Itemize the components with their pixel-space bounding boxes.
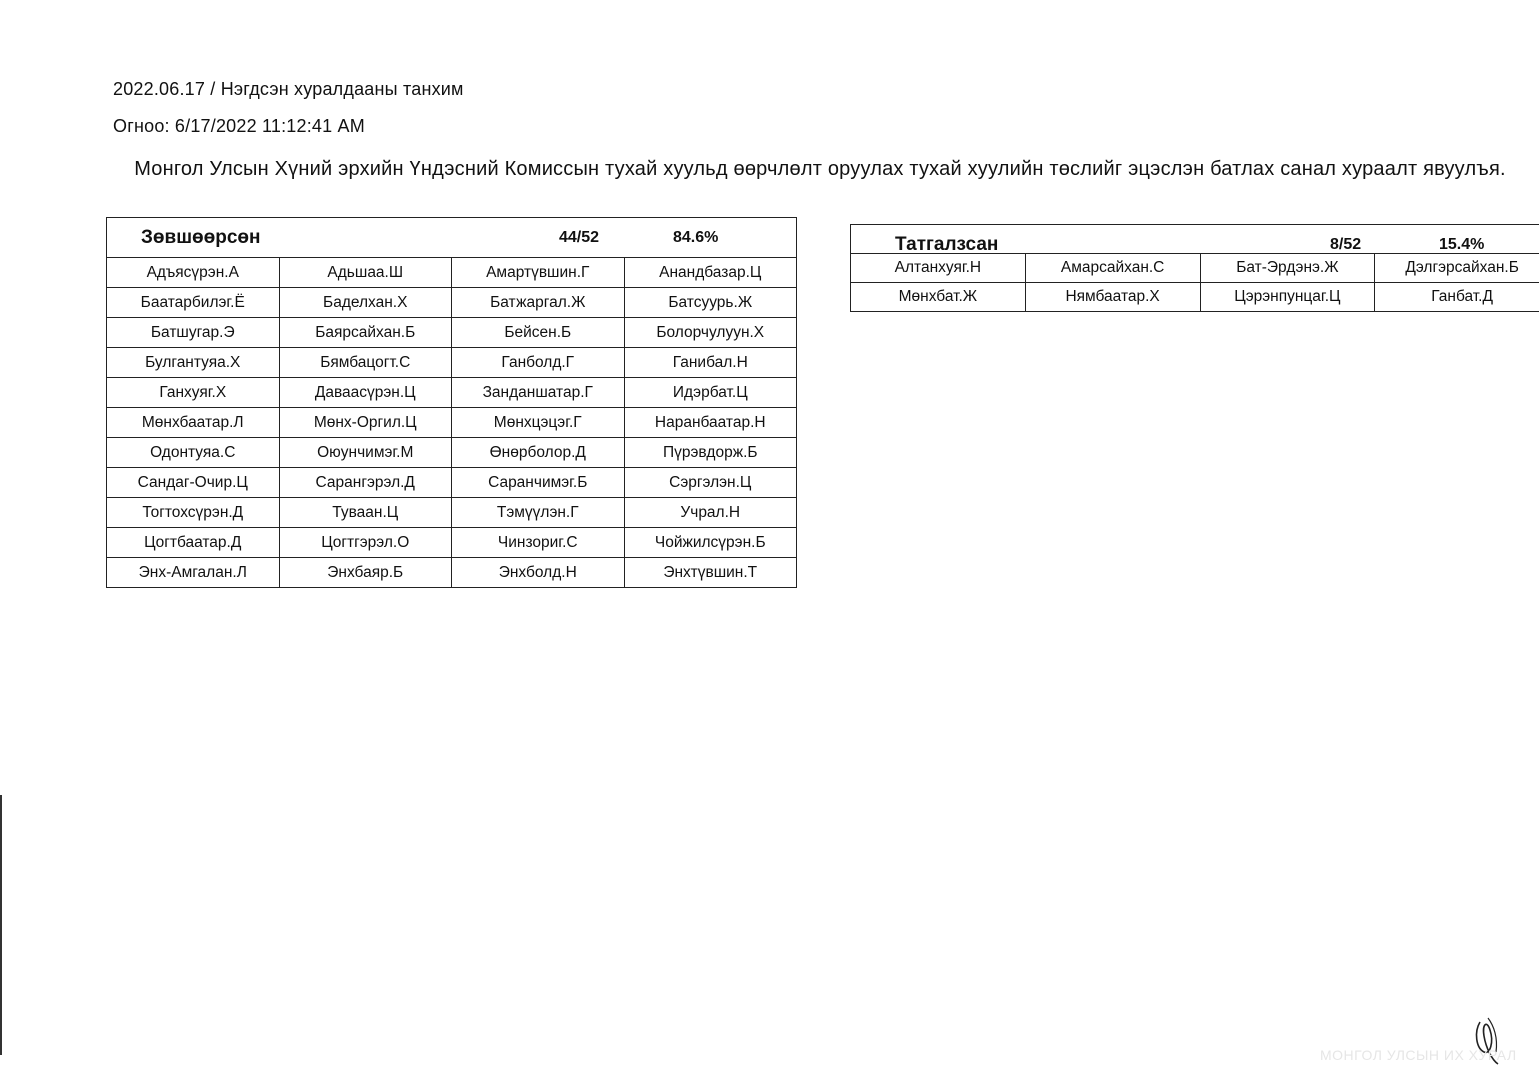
member-name-cell: Мөнхбаатар.Л [107,408,280,438]
table-row [107,438,797,468]
member-name-cell: Ганболд.Г [452,348,625,378]
member-name-cell: Сэргэлэн.Ц [624,468,797,498]
member-name-cell: Сандаг-Очир.Ц [107,468,280,498]
member-name-cell: Мөнхбат.Ж [851,283,1026,312]
member-name-cell: Чинзориг.С [452,528,625,558]
member-name-cell: Анандбазар.Ц [624,258,797,288]
scan-edge-mark [0,795,2,1055]
member-name-cell: Амартүвшин.Г [452,258,625,288]
member-name-cell: Энхтүвшин.Т [624,558,797,588]
member-name-cell: Адьшаа.Ш [279,258,452,288]
member-name-cell: Энх-Амгалан.Л [107,558,280,588]
member-name-cell: Тогтохсүрэн.Д [107,498,280,528]
member-name-cell: Бямбацогт.С [279,348,452,378]
table-row [107,558,797,588]
member-name-cell: Даваасүрэн.Ц [279,378,452,408]
member-name-cell: Ганхуяг.Х [107,378,280,408]
vote-datetime: Огноо: 6/17/2022 11:12:41 AM [113,116,365,136]
table-row [851,254,1539,283]
motion-title: Монгол Улсын Хүний эрхийн Үндэсний Комиссын тухай хуульд өөрчлөлт оруулах тухай хуулийн төслийг эцэслэн батлах санал хураалт явуулъя. [134,158,1506,180]
member-name-cell: Баделхан.Х [279,288,452,318]
table-row [107,498,797,528]
member-name-cell: Болорчулуун.Х [624,318,797,348]
signature-mark [1472,1012,1506,1072]
member-name-cell: Баатарбилэг.Ё [107,288,280,318]
table-row [851,283,1539,312]
member-name-cell: Батшугар.Э [107,318,280,348]
rejected-votes-table [850,224,1539,312]
table-row [107,288,797,318]
member-name-cell: Бат-Эрдэнэ.Ж [1200,254,1375,283]
member-name-cell: Алтанхуяг.Н [851,254,1026,283]
rejected-header [851,225,1539,254]
member-name-cell: Адъясүрэн.А [107,258,280,288]
member-name-cell: Ганибал.Н [624,348,797,378]
member-name-cell: Ганбат.Д [1375,283,1539,312]
member-name-cell: Өнөрболор.Д [452,438,625,468]
member-name-cell: Тэмүүлэн.Г [452,498,625,528]
member-name-cell: Одонтуяа.С [107,438,280,468]
rejected-label: Татгалзсан [895,234,999,254]
approved-percent: 84.6% [673,229,719,246]
member-name-cell: Булгантуяа.Х [107,348,280,378]
member-name-cell: Пүрэвдорж.Б [624,438,797,468]
member-name-cell: Энхболд.Н [452,558,625,588]
member-name-cell: Амарсайхан.С [1025,254,1200,283]
member-name-cell: Баярсайхан.Б [279,318,452,348]
member-name-cell: Чойжилсүрэн.Б [624,528,797,558]
approved-count: 44/52 [559,229,600,246]
table-row [107,378,797,408]
member-name-cell: Цогтбаатар.Д [107,528,280,558]
member-name-cell: Саранчимэг.Б [452,468,625,498]
table-row [107,348,797,378]
member-name-cell: Идэрбат.Ц [624,378,797,408]
member-name-cell: Батсуурь.Ж [624,288,797,318]
approved-label: Зөвшөөрсөн [141,227,261,248]
member-name-cell: Мөнх-Оргил.Ц [279,408,452,438]
approved-header [107,218,797,258]
member-name-cell: Туваан.Ц [279,498,452,528]
table-row [107,318,797,348]
watermark-text: МОНГОЛ УЛСЫН ИХ ХУРАЛ [1320,1047,1517,1063]
rejected-count: 8/52 [1330,236,1362,253]
member-name-cell: Сарангэрэл.Д [279,468,452,498]
member-name-cell: Нямбаатар.Х [1025,283,1200,312]
member-name-cell: Оюунчимэг.М [279,438,452,468]
rejected-percent: 15.4% [1439,236,1485,253]
member-name-cell: Цэрэнпунцаг.Ц [1200,283,1375,312]
member-name-cell: Дэлгэрсайхан.Б [1375,254,1539,283]
table-row [107,408,797,438]
member-name-cell: Занданшатар.Г [452,378,625,408]
session-info: 2022.06.17 / Нэгдсэн хуралдааны танхим [113,79,464,99]
member-name-cell: Энхбаяр.Б [279,558,452,588]
table-row [107,468,797,498]
member-name-cell: Наранбаатар.Н [624,408,797,438]
member-name-cell: Учрал.Н [624,498,797,528]
member-name-cell: Батжаргал.Ж [452,288,625,318]
member-name-cell: Мөнхцэцэг.Г [452,408,625,438]
approved-votes-table [106,217,797,588]
member-name-cell: Бейсен.Б [452,318,625,348]
table-row [107,528,797,558]
member-name-cell: Цогтгэрэл.О [279,528,452,558]
table-row [107,258,797,288]
